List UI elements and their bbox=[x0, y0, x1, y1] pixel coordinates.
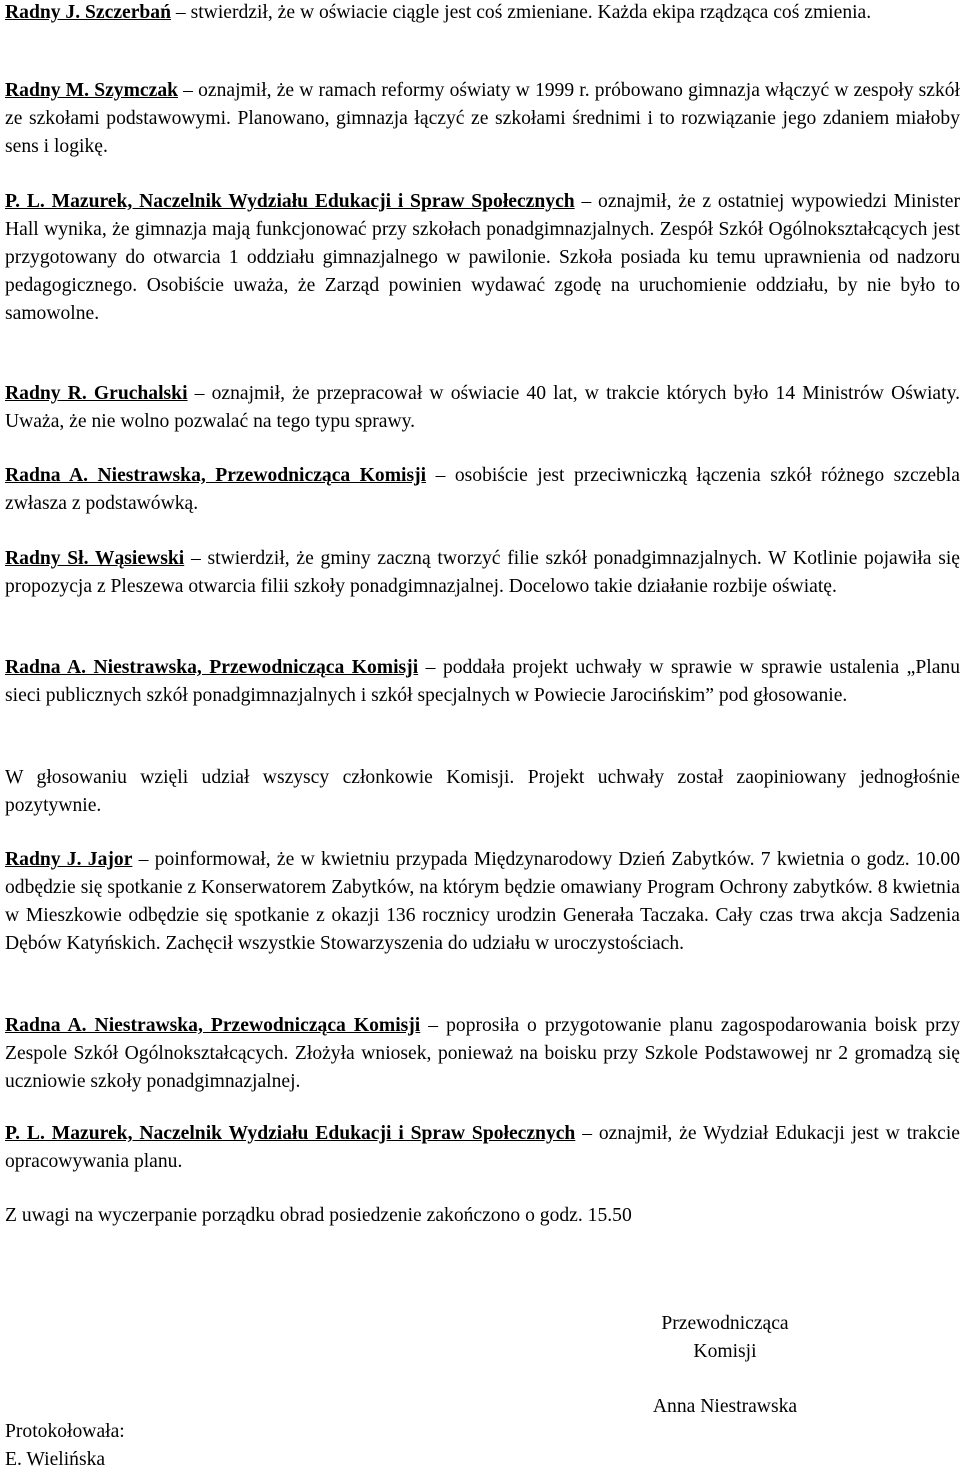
speaker-name: Radny R. Gruchalski bbox=[5, 383, 188, 404]
paragraph-text: poddała projekt uchwały w sprawie w sprawie ustalenia „Planu sieci publicznych szkół ponadgimnazjalnych i szkół specjalnych w Powiecie Jarocińskim” pod głosowanie. bbox=[5, 657, 960, 706]
speaker-name: P. L. Mazurek, Naczelnik Wydziału Edukacji i Spraw Społecznych bbox=[5, 191, 575, 212]
paragraph bbox=[5, 1202, 960, 1230]
paragraph-text: osobiście jest przeciwniczką łączenia szkół różnego szczebla zwłasza z podstawówką. bbox=[5, 465, 960, 514]
paragraph bbox=[5, 764, 960, 820]
paragraph: Radny J. Szczerbań – stwierdził, że w oświacie ciągle jest coś zmieniane. Każda ekipa rządząca coś zmienia. bbox=[5, 2, 872, 23]
signature-title-line2: Komisji bbox=[693, 1341, 757, 1362]
paragraph-text: stwierdził, że w oświacie ciągle jest coś zmieniane. Każda ekipa rządząca coś zmienia. bbox=[190, 2, 872, 23]
speaker-name: Radna A. Niestrawska, Przewodnicząca Komisji bbox=[5, 465, 427, 486]
recorder-name: E. Wielińska bbox=[5, 1449, 106, 1470]
signature-name: Anna Niestrawska bbox=[652, 1396, 798, 1417]
paragraph: Radna A. Niestrawska, Przewodnicząca Komisji – osobiście jest przeciwniczką łączenia szkół różnego szczebla zwłasza z podstawówką. bbox=[5, 465, 960, 514]
paragraph-text: poinformował, że w kwietniu przypada Międzynarodowy Dzień Zabytków. 7 kwietnia o godz. 10.00 odbędzie się spotkanie z Konserwatorem Zabytków, na którym będzie omawiany Program Ochrony zabytków. 8 kwietnia w Mieszkowie odbędzie się spotkanie z okazji 136 rocznicy urodzin Generała Taczaka. Cały czas trwa akcja Sadzenia Dębów Katyńskich. Zachęcił wszystkie Stowarzyszenia do udziału w uroczystościach. bbox=[5, 849, 960, 954]
paragraph: P. L. Mazurek, Naczelnik Wydziału Edukacji i Spraw Społecznych – oznajmił, że z ostatniej wypowiedzi Minister Hall wynika, że gimnazja mają funkcjonować przy szkołach ponadgimnazjalnych. Zespół Szkół Ogólnokształcących jest przygotowany do otwarcia 1 oddziału gimnazjalnego w pawilonie. Szkoła posiada ku temu uprawnienia od nadzoru pedagogicznego. Osobiście uważa, że Zarząd powinien wydawać zgodę na uruchomienie oddziału, by nie było to samowolne. bbox=[5, 191, 960, 324]
signature-title: Przewodnicząca bbox=[661, 1313, 789, 1334]
paragraph: P. L. Mazurek, Naczelnik Wydziału Edukacji i Spraw Społecznych – oznajmił, że Wydział Edukacji jest w trakcie opracowywania planu. bbox=[5, 1123, 960, 1172]
speaker-name: Radny J. Szczerbań bbox=[5, 2, 172, 23]
paragraph-text: oznajmił, że w ramach reformy oświaty w 1999 r. próbowano gimnazja włączyć w zespoły szkół ze szkołami podstawowymi. Planowano, gimnazja łączyć ze szkołami średnimi i to rozwiązanie jego zdaniem miałoby sens i logikę. bbox=[5, 80, 960, 157]
paragraph: Radny J. Jajor – poinformował, że w kwietniu przypada Międzynarodowy Dzień Zabytków. 7 kwietnia o godz. 10.00 odbędzie się spotkanie z Konserwatorem Zabytków, na którym będzie omawiany Program Ochrony zabytków. 8 kwietnia w Mieszkowie odbędzie się spotkanie z okazji 136 rocznicy urodzin Generała Taczaka. Cały czas trwa akcja Sadzenia Dębów Katyńskich. Zachęcił wszystkie Stowarzyszenia do udziału w uroczystościach. bbox=[5, 849, 960, 954]
paragraph: Radny M. Szymczak – oznajmił, że w ramach reformy oświaty w 1999 r. próbowano gimnazja włączyć w zespoły szkół ze szkołami podstawowymi. Planowano, gimnazja łączyć ze szkołami średnimi i to rozwiązanie jego zdaniem miałoby sens i logikę. bbox=[5, 80, 960, 157]
paragraph: Radny R. Gruchalski – oznajmił, że przepracował w oświacie 40 lat, w trakcie których było 14 Ministrów Oświaty. Uważa, że nie wolno pozwalać na tego typu sprawy. bbox=[5, 383, 960, 432]
paragraph: Radny Sł. Wąsiewski – stwierdził, że gminy zaczną tworzyć filie szkół ponadgimnazjalnych. W Kotlinie pojawiła się propozycja z Pleszewa otwarcia filii szkoły ponadgimnazjalnej. Docelowo takie działanie rozbije oświatę. bbox=[5, 548, 960, 597]
paragraph: Radna A. Niestrawska, Przewodnicząca Komisji – poprosiła o przygotowanie planu zagospodarowania boisk przy Zespole Szkół Ogólnokształcących. Złożyła wniosek, ponieważ na boisku przy Szkole Podstawowej nr 2 gromadzą się uczniowie szkoły ponadgimnazjalnej. bbox=[5, 1015, 960, 1092]
speaker-name: Radna A. Niestrawska, Przewodnicząca Komisji bbox=[5, 1015, 421, 1036]
speaker-name: Radny Sł. Wąsiewski bbox=[5, 548, 185, 569]
speaker-name: Radny M. Szymczak bbox=[5, 80, 179, 101]
paragraph-text: oznajmił, że z ostatniej wypowiedzi Minister Hall wynika, że gimnazja mają funkcjonować przy szkołach ponadgimnazjalnych. Zespół Szkół Ogólnokształcących jest przygotowany do otwarcia 1 oddziału gimnazjalnego w pawilonie. Szkoła posiada ku temu uprawnienia od nadzoru pedagogicznego. Osobiście uważa, że Zarząd powinien wydawać zgodę na uruchomienie oddziału, by nie było to samowolne. bbox=[5, 191, 960, 324]
paragraph-text: W głosowaniu wzięli udział wszyscy członkowie Komisji. Projekt uchwały został zaopiniowany jednogłośnie pozytywnie. bbox=[5, 767, 960, 816]
paragraph: Radna A. Niestrawska, Przewodnicząca Komisji – poddała projekt uchwały w sprawie w sprawie ustalenia „Planu sieci publicznych szkół ponadgimnazjalnych i szkół specjalnych w Powiecie Jarocińskim” pod głosowanie. bbox=[5, 657, 960, 706]
chair-signature bbox=[610, 1310, 840, 1421]
paragraph-text: oznajmił, że Wydział Edukacji jest w trakcie opracowywania planu. bbox=[5, 1123, 960, 1172]
recorder-label: Protokołowała: bbox=[5, 1421, 125, 1442]
speaker-name: P. L. Mazurek, Naczelnik Wydziału Edukacji i Spraw Społecznych bbox=[5, 1123, 576, 1144]
paragraph-text: stwierdził, że gminy zaczną tworzyć filie szkół ponadgimnazjalnych. W Kotlinie pojawiła się propozycja z Pleszewa otwarcia filii szkoły ponadgimnazjalnej. Docelowo takie działanie rozbije oświatę. bbox=[5, 548, 960, 597]
paragraph-text: oznajmił, że przepracował w oświacie 40 lat, w trakcie których było 14 Ministrów Oświaty. Uważa, że nie wolno pozwalać na tego typu sprawy. bbox=[5, 383, 960, 432]
recorder-block bbox=[5, 1418, 125, 1474]
paragraph-text: Z uwagi na wyczerpanie porządku obrad posiedzenie zakończono o godz. 15.50 bbox=[5, 1205, 632, 1226]
speaker-name: Radny J. Jajor bbox=[5, 849, 133, 870]
speaker-name: Radna A. Niestrawska, Przewodnicząca Komisji bbox=[5, 657, 419, 678]
paragraph-text: poprosiła o przygotowanie planu zagospodarowania boisk przy Zespole Szkół Ogólnokształcących. Złożyła wniosek, ponieważ na boisku przy Szkole Podstawowej nr 2 gromadzą się uczniowie szkoły ponadgimnazjalnej. bbox=[5, 1015, 960, 1092]
